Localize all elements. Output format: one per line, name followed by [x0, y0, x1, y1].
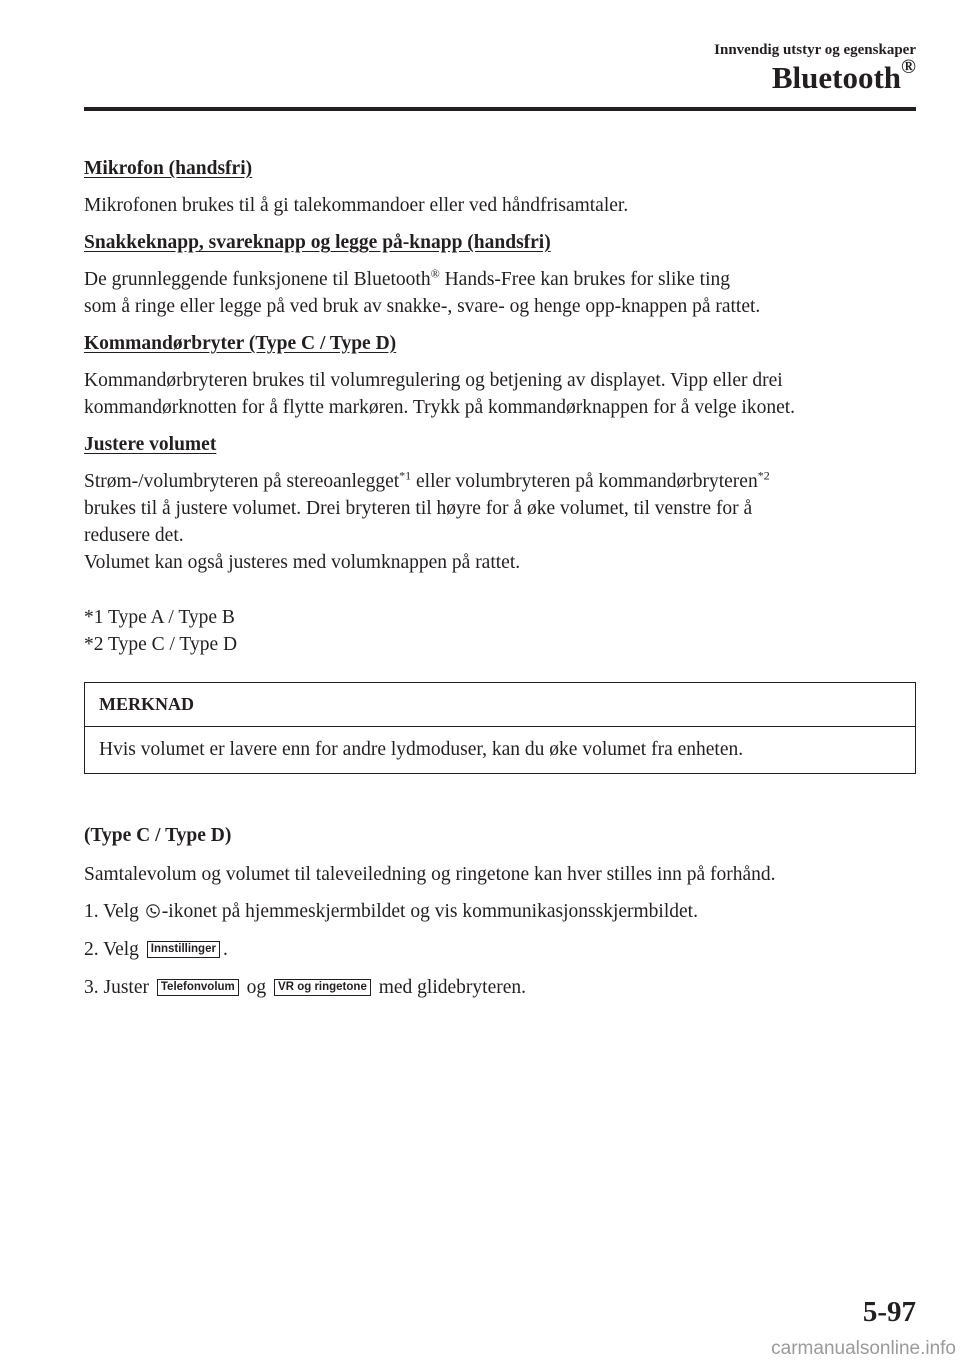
cmd-text [84, 367, 916, 421]
vol-text [84, 468, 916, 576]
talk-text-a: De grunnleggende funksjonene til Bluetooth [84, 269, 431, 290]
site-watermark: carmanualsonline.info [771, 1338, 956, 1359]
talk-heading: Snakkeknapp, svareknapp og legge på-knapp (handsfri) [84, 232, 551, 253]
footnote-2: *2 Type C / Type D [84, 634, 238, 655]
mic-heading: Mikrofon (handsfri) [84, 158, 253, 179]
mic-text: Mikrofonen brukes til å gi talekommandoer eller ved håndfrisamtaler. [84, 195, 629, 216]
note-text: Hvis volumet er lavere enn for andre lydmoduser, kan du øke volumet fra enheten. [99, 739, 744, 760]
footnote-1: *1 Type A / Type B [84, 607, 235, 628]
header-section-label: Innvendig utstyr og egenskaper [714, 42, 916, 58]
type-cd-heading: (Type C / Type D) [84, 825, 232, 846]
footnote-ref-1: *1 [399, 468, 412, 483]
vol-text-a: Strøm-/volumbryteren på stereoanlegget [84, 471, 400, 492]
type-cd-intro: Samtalevolum og volumet til taleveiledning og ringetone kan hver stilles inn på forhånd. [84, 864, 776, 885]
vr-og-ringetone-key: VR og ringetone [274, 979, 371, 996]
talk-text [84, 266, 916, 320]
step-2-text-a: Velg [103, 939, 139, 960]
step-2 [84, 936, 916, 963]
cmd-text-1: Kommandørbryteren brukes til volumregulering og betjening av displayet. Vipp eller drei [84, 370, 783, 391]
talk-registered-mark: ® [430, 266, 440, 281]
step-1-text-a: Velg [103, 901, 139, 922]
step-2-text-b: . [222, 939, 228, 960]
step-2-number: 2. [84, 939, 99, 960]
note-heading: MERKNAD [85, 683, 915, 727]
cmd-heading: Kommandørbryter (Type C / Type D) [84, 333, 397, 354]
note-box [84, 682, 916, 774]
vol-text-c: brukes til å justere volumet. Drei bryteren til høyre for å øke volumet, til venstre for å [84, 498, 753, 519]
footnote-ref-2: *2 [757, 468, 770, 483]
vol-text-b: eller volumbryteren på kommandørbryteren [411, 471, 758, 492]
header-title [771, 55, 916, 95]
step-3 [84, 974, 916, 1001]
registered-mark: ® [901, 55, 916, 78]
step-3-text-mid: og [246, 977, 267, 998]
telefonvolum-key: Telefonvolum [157, 979, 239, 996]
vol-text-e: Volumet kan også justeres med volumknappen på rattet. [84, 552, 521, 573]
innstillinger-key: Innstillinger [147, 941, 220, 958]
cmd-text-2: kommandørknotten for å flytte markøren. Trykk på kommandørknappen for å velge ikonet. [84, 397, 796, 418]
step-1-text-b: -ikonet på hjemmeskjermbildet og vis kommunikasjonsskjermbildet. [161, 901, 698, 922]
vol-heading: Justere volumet [84, 434, 217, 455]
page-content [84, 155, 916, 1012]
talk-text-c: som å ringe eller legge på ved bruk av snakke-, svare- og henge opp-knappen på rattet. [84, 296, 761, 317]
spacer [84, 586, 916, 604]
step-1-number: 1. [84, 901, 99, 922]
talk-text-b: Hands-Free kan brukes for slike ting [439, 269, 730, 290]
vol-text-d: redusere det. [84, 525, 184, 546]
header-rule [84, 107, 916, 111]
step-1 [84, 898, 916, 925]
page-number: 5-97 [862, 1296, 916, 1328]
step-3-number: 3. [84, 977, 99, 998]
header-title-text: Bluetooth [771, 60, 902, 95]
step-3-text-a: Juster [103, 977, 149, 998]
step-3-text-b: med glidebryteren. [378, 977, 526, 998]
phone-communication-icon [146, 899, 160, 913]
